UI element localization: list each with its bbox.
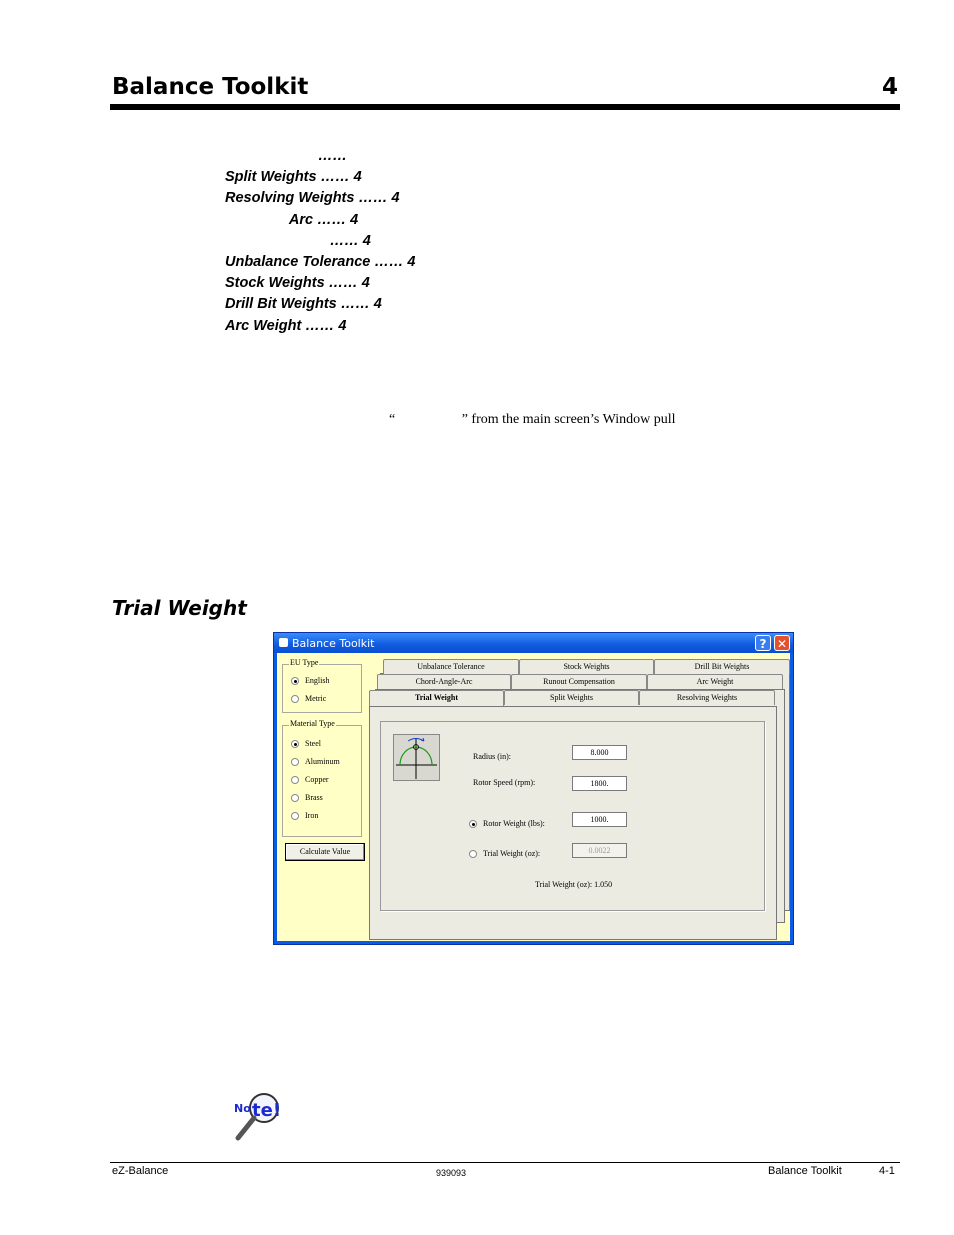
trial-weight-option[interactable] [469, 849, 540, 858]
option-label: Copper [305, 775, 329, 784]
tab-drill-bit-weights[interactable]: Drill Bit Weights [654, 659, 790, 674]
svg-text:No: No [234, 1102, 251, 1115]
radio-dot[interactable] [291, 677, 299, 685]
radio-steel[interactable] [291, 739, 321, 748]
radius-input[interactable]: 8.000 [572, 745, 627, 760]
rotor-diagram-svg [394, 735, 439, 780]
radio-aluminum[interactable] [291, 757, 340, 766]
radio-dot[interactable] [291, 776, 299, 784]
radio-copper[interactable] [291, 775, 329, 784]
toc-item: …… 4 [225, 232, 371, 249]
close-button[interactable]: ✕ [774, 635, 790, 651]
rotor-weight-option[interactable] [469, 819, 545, 828]
tab-resolving-weights[interactable]: Resolving Weights [639, 690, 775, 705]
trial-weight-result: Trial Weight (oz): 1.050 [535, 880, 613, 889]
toc-item: Unbalance Tolerance …… 4 [225, 253, 416, 270]
section-title: Trial Weight [112, 596, 247, 620]
rotor-weight-label: Rotor Weight (lbs): [483, 819, 545, 828]
footer-doc-number: 939093 [436, 1168, 467, 1178]
toc-item: Drill Bit Weights …… 4 [225, 296, 382, 313]
rotor-speed-label: Rotor Speed (rpm): [473, 778, 536, 787]
chapter-title: Balance Toolkit [112, 74, 309, 100]
tab-unbalance-tolerance[interactable]: Unbalance Tolerance [383, 659, 519, 674]
note-magnifier-icon [232, 1092, 284, 1142]
trial-weight-panel [380, 721, 765, 911]
rotor-speed-input[interactable]: 1800. [572, 776, 627, 791]
option-label: Brass [305, 793, 323, 802]
footer-product: eZ-Balance [112, 1165, 169, 1177]
option-label: Steel [305, 739, 321, 748]
radio-dot[interactable] [291, 794, 299, 802]
trial-weight-input: 0.0022 [572, 843, 627, 858]
radio-dot[interactable] [291, 812, 299, 820]
chapter-number: 4 [881, 74, 898, 100]
radio-dot[interactable] [469, 850, 477, 858]
material-type-group [282, 719, 362, 837]
radius-label: Radius (in): [473, 752, 511, 761]
intro-paragraph: “ ” from the main screen’s Window pull [389, 412, 676, 427]
chapter-toc [225, 146, 415, 337]
tab-arc-weight[interactable]: Arc Weight [647, 674, 783, 689]
toc-item: Stock Weights …… 4 [225, 275, 370, 292]
svg-text:te!: te! [252, 1100, 282, 1121]
tab-page-trial-weight [369, 706, 777, 940]
option-label: Metric [305, 694, 327, 703]
radio-dot[interactable] [469, 820, 477, 828]
eu-type-label: EU Type [290, 658, 319, 667]
window-client [277, 653, 790, 941]
footer-chapter: Balance Toolkit [768, 1165, 842, 1177]
footer-page-number: 4-1 [879, 1165, 895, 1177]
option-label: Iron [305, 811, 319, 820]
tab-split-weights[interactable]: Split Weights [504, 690, 639, 705]
radio-metric[interactable] [291, 694, 326, 703]
radio-brass[interactable] [291, 793, 323, 802]
radio-dot[interactable] [291, 758, 299, 766]
option-label: Aluminum [305, 757, 340, 766]
toc-item: …… [318, 148, 347, 164]
radio-english[interactable] [291, 676, 329, 685]
app-icon [279, 638, 288, 647]
window-title: Balance Toolkit [292, 637, 375, 650]
radio-dot[interactable] [291, 695, 299, 703]
tab-chord-angle-arc[interactable]: Chord-Angle-Arc [377, 674, 511, 689]
window-titlebar[interactable] [274, 633, 793, 653]
rotor-weight-input[interactable]: 1000. [572, 812, 627, 827]
tab-trial-weight[interactable]: Trial Weight [369, 690, 504, 706]
radio-dot[interactable] [291, 740, 299, 748]
material-type-label: Material Type [290, 719, 335, 728]
trial-weight-label: Trial Weight (oz): [483, 849, 541, 858]
tab-stock-weights[interactable]: Stock Weights [519, 659, 654, 674]
balance-toolkit-window [273, 632, 794, 945]
toc-item: Resolving Weights …… 4 [225, 190, 400, 207]
toc-item: Arc …… 4 [225, 211, 359, 228]
tab-runout-compensation[interactable]: Runout Compensation [511, 674, 647, 689]
note-icon-svg [232, 1092, 284, 1142]
toc-item: Arc Weight …… 4 [225, 317, 347, 334]
footer-rule [110, 1162, 900, 1163]
header-rule [110, 104, 900, 110]
toc-item: Split Weights …… 4 [225, 169, 362, 186]
eu-type-group [282, 658, 362, 713]
option-label: English [305, 676, 330, 685]
calculate-value-button[interactable]: Calculate Value [285, 843, 365, 861]
radio-iron[interactable] [291, 811, 318, 820]
rotor-diagram-icon [393, 734, 440, 781]
help-button[interactable]: ? [755, 635, 771, 651]
